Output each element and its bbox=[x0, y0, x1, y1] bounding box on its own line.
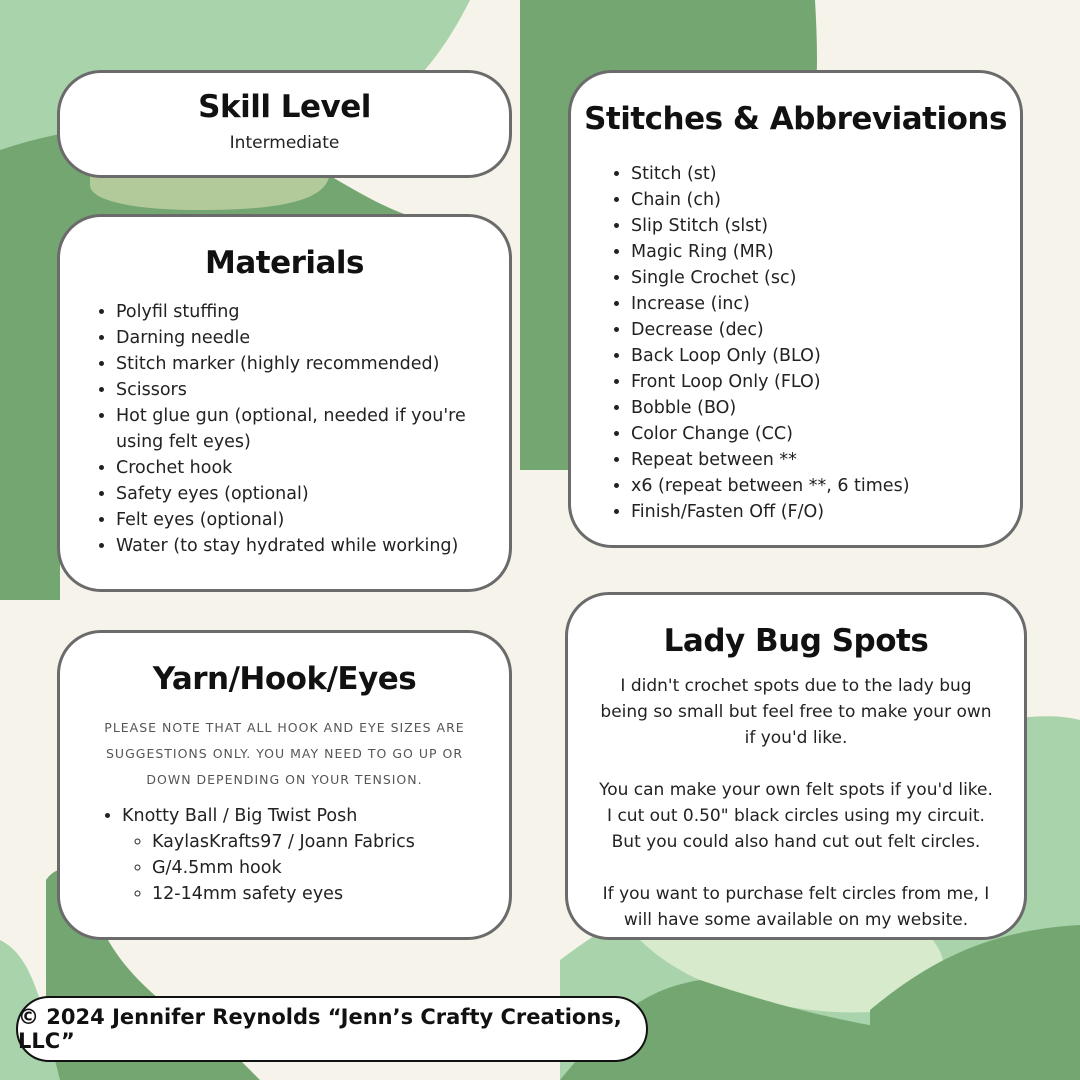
skill-level-title: Skill Level bbox=[198, 89, 371, 125]
yarn-list bbox=[104, 803, 485, 907]
list-item: • Bobble (BO) bbox=[631, 395, 996, 421]
list-item: • x6 (repeat between **, 6 times) bbox=[631, 473, 996, 499]
ladybug-paragraph: You can make your own felt spots if you'd like. I cut out 0.50" black circles using my circuit. But you could also hand cut out felt circles. bbox=[599, 780, 993, 852]
list-item: • Stitch (st) bbox=[631, 161, 996, 187]
list-item: • Finish/Fasten Off (F/O) bbox=[631, 499, 996, 525]
list-item: • Front Loop Only (FLO) bbox=[631, 369, 996, 395]
list-item: • Increase (inc) bbox=[631, 291, 996, 317]
list-item: • Decrease (dec) bbox=[631, 317, 996, 343]
list-item: • Back Loop Only (BLO) bbox=[631, 343, 996, 369]
list-item: • Felt eyes (optional) bbox=[116, 507, 485, 533]
stitches-card bbox=[568, 70, 1023, 548]
sizes-note: PLEASE NOTE THAT ALL HOOK AND EYE SIZES ARE SUGGESTIONS ONLY. YOU MAY NEED TO GO UP OR DOWN DEPENDING ON YOUR TENSION. bbox=[104, 720, 465, 787]
copyright-footer bbox=[16, 996, 648, 1062]
list-item: • Safety eyes (optional) bbox=[116, 481, 485, 507]
list-item: ◦ KaylasKrafts97 / Joann Fabrics bbox=[152, 829, 485, 855]
list-item: • Water (to stay hydrated while working) bbox=[116, 533, 485, 559]
stitches-list bbox=[613, 161, 996, 525]
ladybug-paragraph: I didn't crochet spots due to the lady bug being so small but feel free to make your own if you'd like. bbox=[600, 676, 992, 748]
list-item: • Repeat between ** bbox=[631, 447, 996, 473]
list-item: • Darning needle bbox=[116, 325, 485, 351]
materials-card bbox=[57, 214, 512, 592]
skill-level-value: Intermediate bbox=[229, 133, 340, 153]
yarn-hook-eyes-card bbox=[57, 630, 512, 940]
yarn-sub-list bbox=[122, 829, 485, 907]
ladybug-paragraph: If you want to purchase felt circles from me, I will have some available on my website. bbox=[602, 884, 990, 930]
list-item: ◦ 12-14mm safety eyes bbox=[152, 881, 485, 907]
yarn-main-item: Knotty Ball / Big Twist Posh bbox=[122, 806, 358, 826]
stitches-title: Stitches & Abbreviations bbox=[584, 101, 1007, 137]
list-item: • Single Crochet (sc) bbox=[631, 265, 996, 291]
list-item: • Crochet hook bbox=[116, 455, 485, 481]
list-item: • Magic Ring (MR) bbox=[631, 239, 996, 265]
list-item: • Polyfil stuffing bbox=[116, 299, 485, 325]
list-item bbox=[122, 803, 485, 907]
ladybug-title: Lady Bug Spots bbox=[663, 623, 929, 659]
lady-bug-spots-card bbox=[565, 592, 1027, 940]
list-item: ◦ G/4.5mm hook bbox=[152, 855, 485, 881]
materials-list bbox=[98, 299, 485, 559]
materials-title: Materials bbox=[204, 245, 365, 281]
list-item: • Hot glue gun (optional, needed if you're using felt eyes) bbox=[116, 403, 485, 455]
list-item: • Scissors bbox=[116, 377, 485, 403]
yarn-title: Yarn/Hook/Eyes bbox=[152, 661, 417, 697]
list-item: • Color Change (CC) bbox=[631, 421, 996, 447]
skill-level-card bbox=[57, 70, 512, 178]
copyright-text: © 2024 Jennifer Reynolds “Jenn’s Crafty Creations, LLC” bbox=[18, 1005, 622, 1053]
list-item: • Slip Stitch (slst) bbox=[631, 213, 996, 239]
list-item: • Chain (ch) bbox=[631, 187, 996, 213]
list-item: • Stitch marker (highly recommended) bbox=[116, 351, 485, 377]
